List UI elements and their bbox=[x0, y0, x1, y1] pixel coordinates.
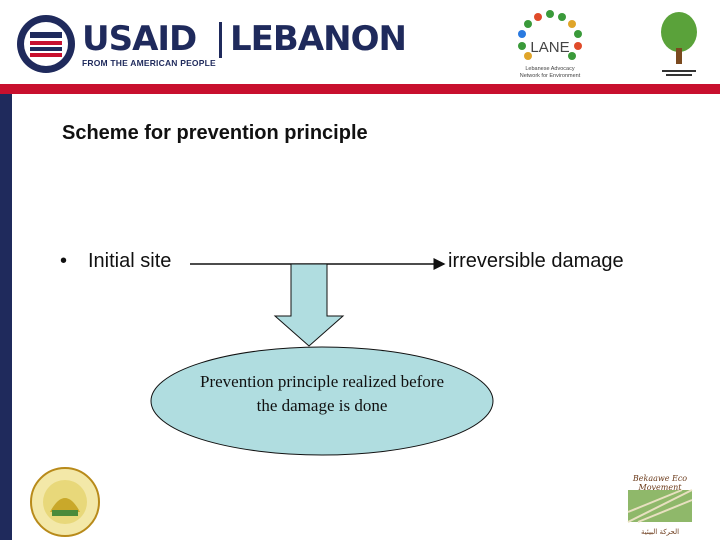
svg-text:الحركة البيئية: الحركة البيئية bbox=[640, 528, 680, 536]
svg-text:Lebanese Advocacy: Lebanese Advocacy bbox=[525, 66, 575, 72]
usaid-wordmark: USAID bbox=[82, 19, 197, 59]
slide-title: Scheme for prevention principle bbox=[62, 122, 368, 144]
prevention-down-arrow bbox=[275, 264, 343, 346]
eco-movement-logo-text: Bekaawe Eco Movement bbox=[632, 474, 688, 492]
svg-text:LANE: LANE bbox=[530, 39, 570, 56]
svg-text:Network for Environment: Network for Environment bbox=[519, 73, 581, 79]
bullet-dot: • bbox=[60, 250, 68, 272]
country-wordmark: LEBANON bbox=[230, 19, 406, 59]
prevention-principle-text: Prevention principle realized before the damage is done bbox=[199, 372, 445, 415]
usaid-tagline: FROM THE AMERICAN PEOPLE bbox=[82, 58, 216, 68]
initial-site-label: Initial site bbox=[88, 250, 172, 272]
irreversible-damage-label: irreversible damage bbox=[448, 250, 624, 272]
university-logo-icon bbox=[28, 466, 102, 538]
